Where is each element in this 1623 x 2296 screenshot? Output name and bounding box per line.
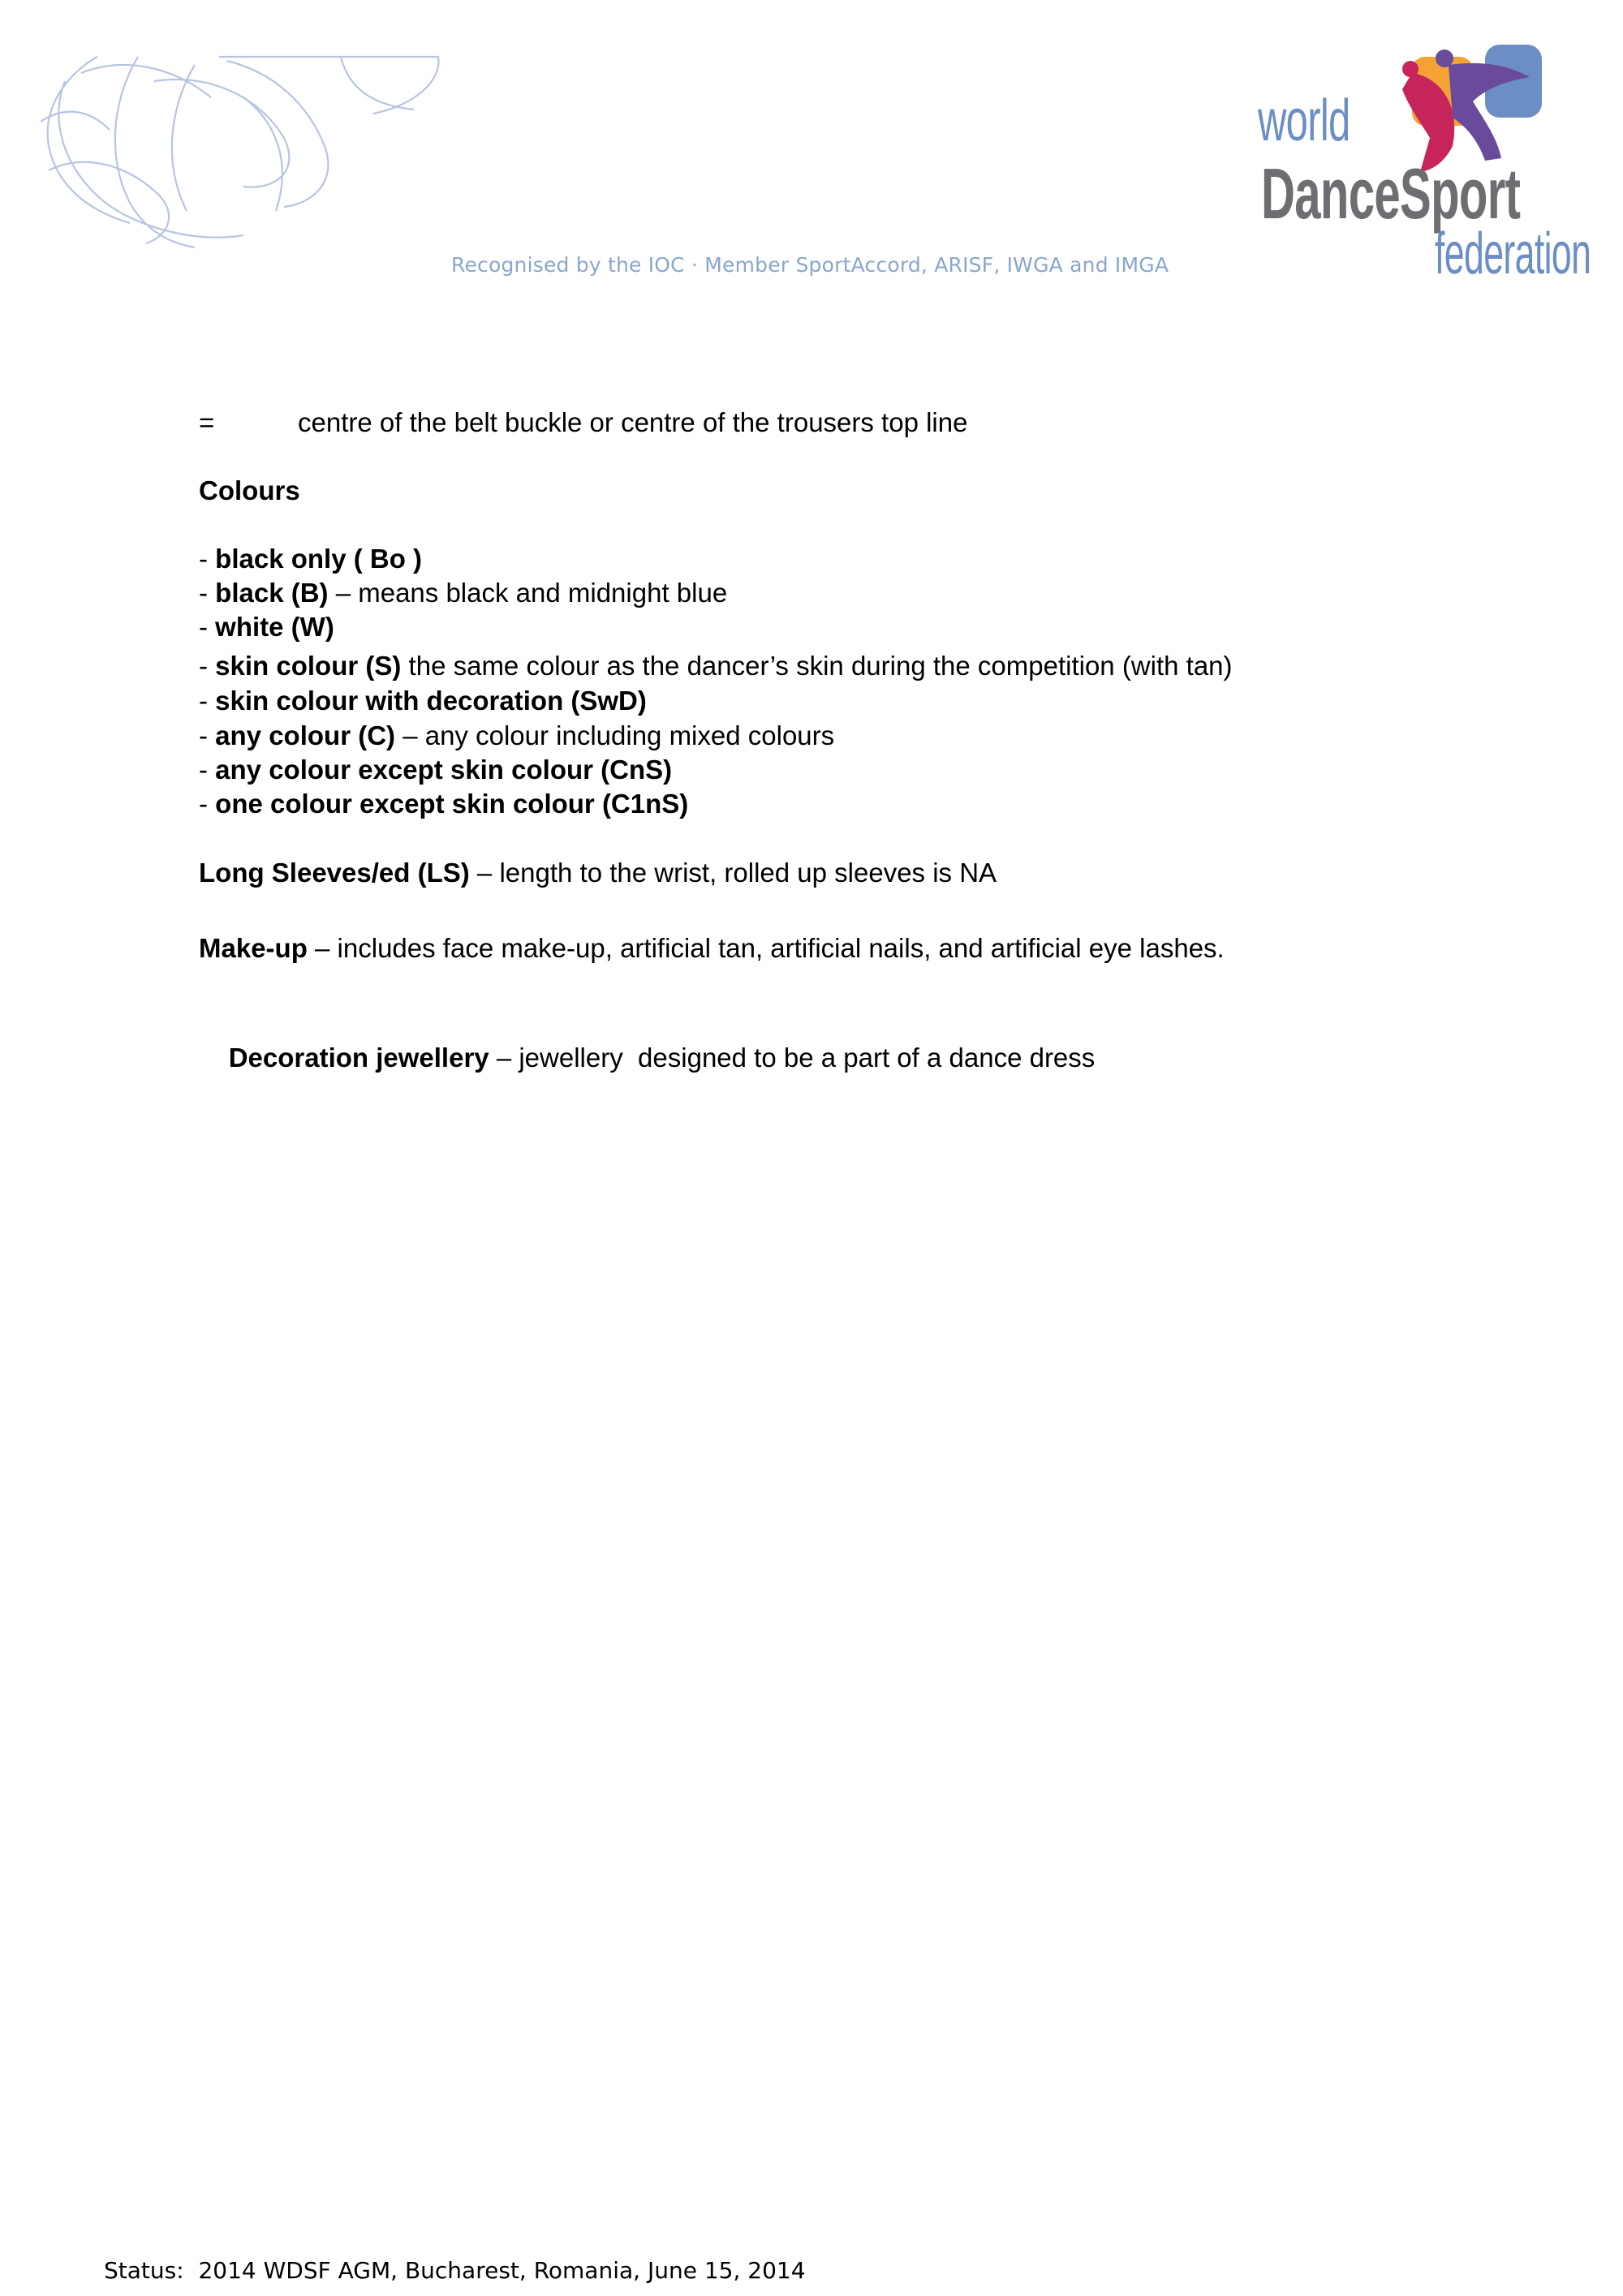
term-description: – jewellery designed to be a part of a dance dress — [489, 1043, 1096, 1073]
term-label: Long Sleeves/ed (LS) — [199, 858, 470, 888]
decorative-line-art — [32, 49, 454, 260]
logo-word-dancesport: DanceSport — [1261, 153, 1521, 234]
colour-item — [199, 610, 334, 644]
colour-item-prefix: - — [199, 578, 216, 608]
colour-item-prefix: - — [199, 789, 216, 819]
colour-item — [199, 542, 422, 576]
colour-item-description: – means black and midnight blue — [328, 578, 728, 608]
term-description: – includes face make-up, artificial tan, artificial nails, and artificial eye lashes. — [307, 933, 1225, 963]
colour-item-term: black only ( Bo ) — [215, 544, 423, 574]
colour-item-prefix: - — [199, 544, 216, 574]
term-long-sleeves — [199, 856, 997, 890]
header-tagline: Recognised by the IOC · Member SportAccord, ARISF, IWGA and IMGA — [451, 253, 1169, 277]
colour-item-term: one colour except skin colour (C1nS) — [215, 789, 689, 819]
colour-item-term: skin colour (S) — [215, 651, 402, 681]
colour-item — [199, 787, 688, 821]
colour-item — [199, 649, 1233, 683]
colour-item-prefix: - — [199, 686, 216, 716]
colour-item — [199, 576, 727, 610]
colour-item-description: the same colour as the dancer’s skin during the competition (with tan) — [401, 651, 1233, 681]
colour-item-term: any colour except skin colour (CnS) — [215, 755, 673, 785]
colour-item-term: white (W) — [215, 612, 334, 642]
term-decoration-jewellery — [199, 1007, 1095, 1109]
term-description: – length to the wrist, rolled up sleeves is NA — [469, 858, 997, 888]
colour-item-prefix: - — [199, 612, 216, 642]
colours-heading: Colours — [199, 475, 300, 505]
colour-item-prefix: - — [199, 651, 216, 681]
page-header — [0, 0, 1623, 292]
colour-item-term: skin colour with decoration (SwD) — [215, 686, 647, 716]
colour-item-description: – any colour including mixed colours — [395, 720, 835, 750]
term-make-up — [199, 931, 1225, 965]
colour-item-prefix: - — [199, 720, 216, 750]
colour-item — [199, 753, 672, 787]
definition-text: centre of the belt buckle or centre of the trousers top line — [298, 407, 968, 437]
colour-item-term: any colour (C) — [215, 720, 396, 750]
term-label: Decoration jewellery — [228, 1043, 489, 1073]
colour-item — [199, 719, 834, 753]
colour-item — [199, 684, 647, 718]
logo-word-world: world — [1258, 88, 1350, 153]
wdsf-logo — [1258, 41, 1599, 284]
colour-item-term: black (B) — [215, 578, 329, 608]
term-label: Make-up — [199, 933, 308, 963]
footer-status: Status: 2014 WDSF AGM, Bucharest, Romania, June 15, 2014 — [104, 2257, 806, 2284]
colour-item-prefix: - — [199, 755, 216, 785]
logo-word-federation: federation — [1435, 221, 1591, 286]
definition-symbol: = — [199, 407, 215, 437]
